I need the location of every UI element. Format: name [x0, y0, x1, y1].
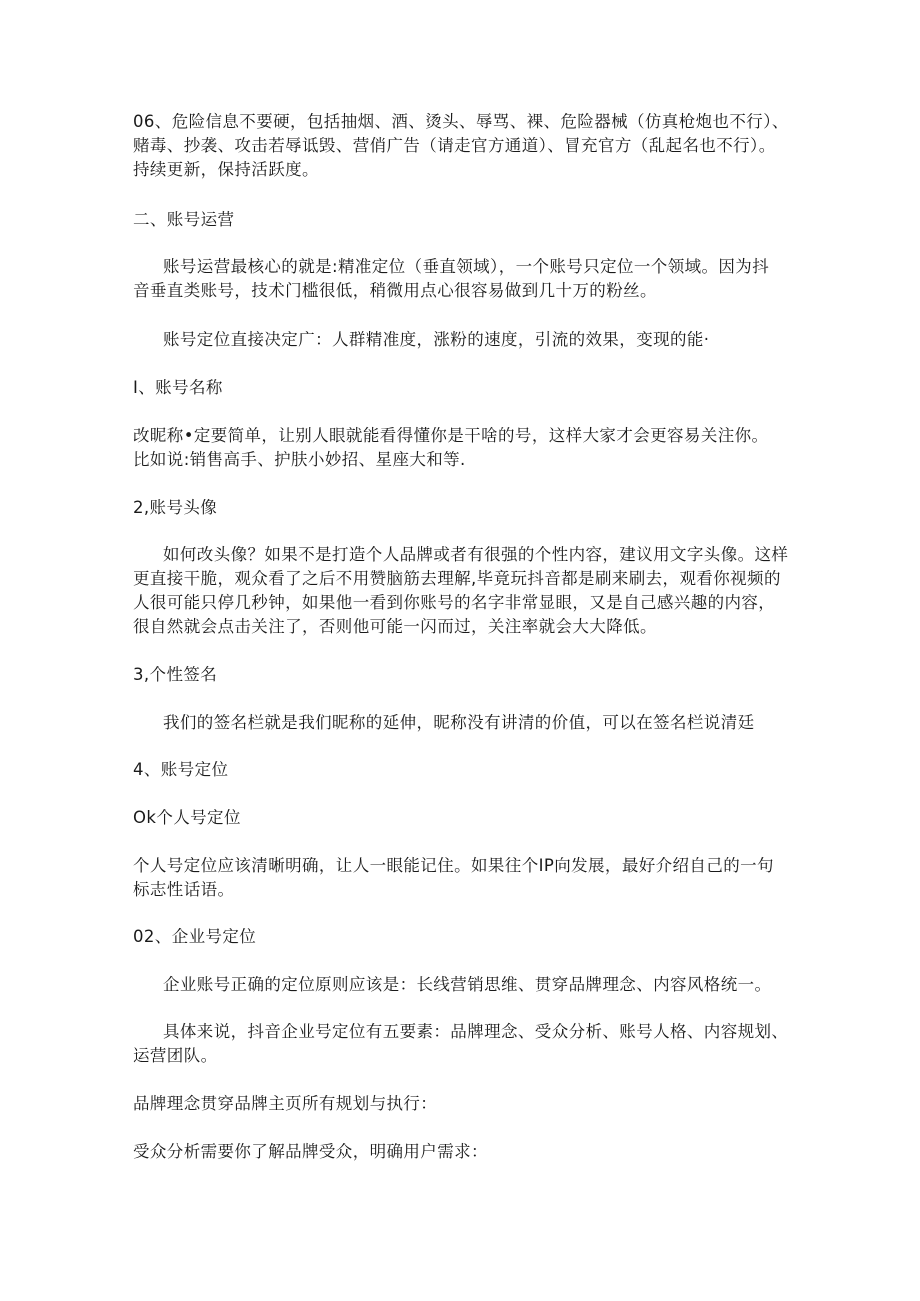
section-heading: 二、账号运营 [133, 210, 235, 229]
section-heading: 3,个性签名 [133, 665, 218, 684]
paragraph-line: 账号定位直接决定广：人群精准度，涨粉的速度，引流的效果，变现的能· [163, 330, 710, 349]
paragraph-line: 品牌理念贯穿品牌主页所有规划与执行： [133, 1094, 438, 1113]
section-heading: 4、账号定位 [133, 760, 229, 779]
section-heading: Ok个人号定位 [133, 808, 241, 827]
section-heading: I、账号名称 [133, 378, 223, 397]
paragraph-line: 账号运营最核心的就是:精准定位（垂直领域），一个账号只定位一个领域。因为抖 [163, 257, 770, 276]
paragraph-line: 企业账号正确的定位原则应该是：长线营销思维、贯穿品牌理念、内容风格统一。 [163, 975, 772, 994]
paragraph-line: 我们的签名栏就是我们昵称的延伸，昵称没有讲清的价值，可以在签名栏说清廷 [163, 713, 755, 732]
section-heading: 02、企业号定位 [133, 927, 257, 946]
paragraph-line: 改昵称•定要简单，让别人眼就能看得懂你是干啥的号，这样大家才会更容易关注你。 [133, 426, 769, 445]
paragraph-line: 具体来说，抖音企业号定位有五要素：品牌理念、受众分析、账号人格、内容规划、 [163, 1022, 789, 1041]
paragraph-line: 更直接干脆，观众看了之后不用赞脑筋去理解,毕竟玩抖音都是刷来刷去，观看你视频的 [133, 569, 781, 588]
paragraph-line: 标志性话语。 [133, 880, 235, 899]
paragraph-line: 06、危险信息不要硬，包括抽烟、酒、烫头、辱骂、裸、危险器械（仿真枪炮也不行）、 [133, 112, 789, 131]
paragraph-line: 很自然就会点击关注了，否则他可能一闪而过，关注率就会大大降低。 [133, 617, 657, 636]
paragraph-line: 受众分析需要你了解品牌受众，明确用户需求： [133, 1142, 488, 1161]
paragraph-line: 人很可能只停几秒钟，如果他一看到你账号的名字非常显眼，又是自己感兴趣的内容， [133, 593, 776, 612]
paragraph-line: 如何改头像？如果不是打造个人品牌或者有很强的个性内容，建议用文字头像。这样 [163, 545, 789, 564]
paragraph-line: 运营团队。 [133, 1046, 218, 1065]
paragraph-line: 持续更新，保持活跃度。 [133, 160, 319, 179]
paragraph-line: 个人号定位应该清晰明确，让人一眼能记住。如果往个IP向发展，最好介绍自己的一句 [133, 856, 774, 875]
section-heading: 2,账号头像 [133, 498, 218, 517]
paragraph-line: 音垂直类账号，技术门槛很低，稍微用点心很容易做到几十万的粉丝。 [133, 281, 657, 300]
paragraph-line: 赌毒、抄袭、攻击若辱诋毁、营俏广告（请走官方通道）、冒充官方（乱起名也不行）。 [133, 136, 776, 155]
paragraph-line: 比如说:销售高手、护肤小妙招、星座大和等. [133, 450, 466, 469]
